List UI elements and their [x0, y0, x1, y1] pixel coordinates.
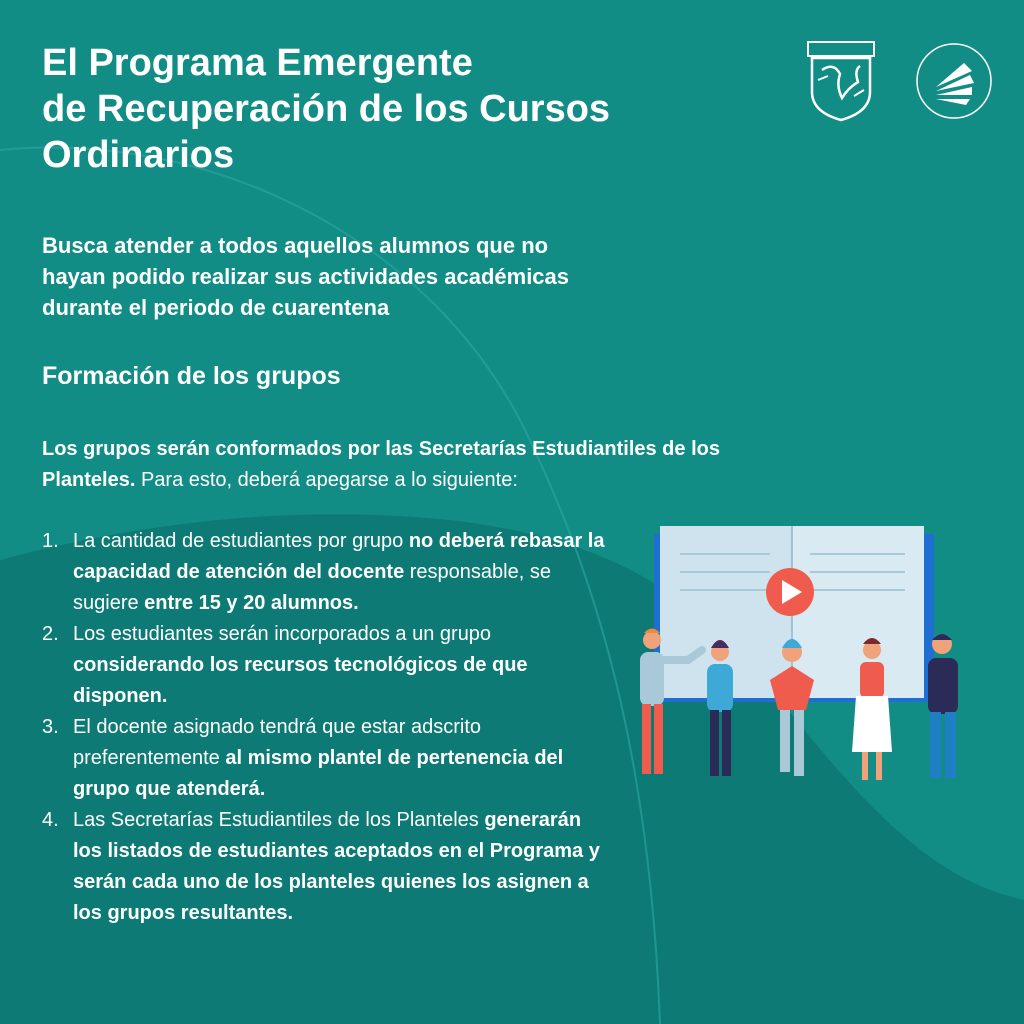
rule-item	[42, 805, 612, 929]
title-line: de Recuperación de los Cursos	[42, 88, 611, 130]
rule-number: 4.	[42, 809, 59, 831]
rule-number: 2.	[42, 623, 59, 645]
unam-shield-icon	[806, 40, 876, 122]
subtitle	[42, 230, 642, 323]
title-line: Ordinarios	[42, 134, 235, 176]
rule-item	[42, 526, 612, 619]
rule-number: 1.	[42, 530, 59, 552]
intro-bold-text: Los grupos serán conformados por las Secretarías Estudiantiles de los Planteles.	[42, 438, 720, 491]
rule-bold-text: entre 15 y 20 alumnos.	[144, 592, 359, 614]
section-intro	[42, 434, 742, 496]
rule-item	[42, 619, 612, 712]
rule-bold-text: generarán los listados de estudiantes aceptados en el Programa y serán cada uno de los planteles quienes los asignen a los grupos resultantes.	[73, 809, 600, 924]
rule-bold-text: no deberá rebasar la capacidad de atención del docente	[73, 530, 605, 583]
section-heading: Formación de los grupos	[42, 362, 341, 390]
subtitle-line: Busca atender a todos aquellos alumnos que no	[42, 233, 549, 258]
subtitle-line: durante el periodo de cuarentena	[42, 295, 390, 320]
rule-item	[42, 712, 612, 805]
rule-text: responsable, se sugiere	[73, 561, 551, 614]
subtitle-line: hayan podido realizar sus actividades académicas	[42, 264, 570, 289]
rule-text: El docente asignado tendrá que estar adscrito preferentemente	[73, 716, 482, 769]
cch-logo-icon	[914, 41, 994, 121]
logos	[806, 40, 994, 122]
rule-text: Los estudiantes serán incorporados a un grupo	[73, 623, 492, 645]
rule-text: La cantidad de estudiantes por grupo	[73, 530, 409, 552]
intro-text: Para esto, deberá apegarse a lo siguiente:	[135, 469, 518, 491]
rules-list	[42, 526, 612, 929]
rule-text: Las Secretarías Estudiantiles de los Planteles	[73, 809, 485, 831]
title-line: El Programa Emergente	[42, 42, 473, 84]
rule-bold-text: considerando los recursos tecnológicos de que disponen.	[73, 654, 528, 707]
rule-bold-text: al mismo plantel de pertenencia del grupo que atenderá.	[73, 747, 564, 800]
page-title	[42, 40, 682, 178]
rule-number: 3.	[42, 716, 59, 738]
